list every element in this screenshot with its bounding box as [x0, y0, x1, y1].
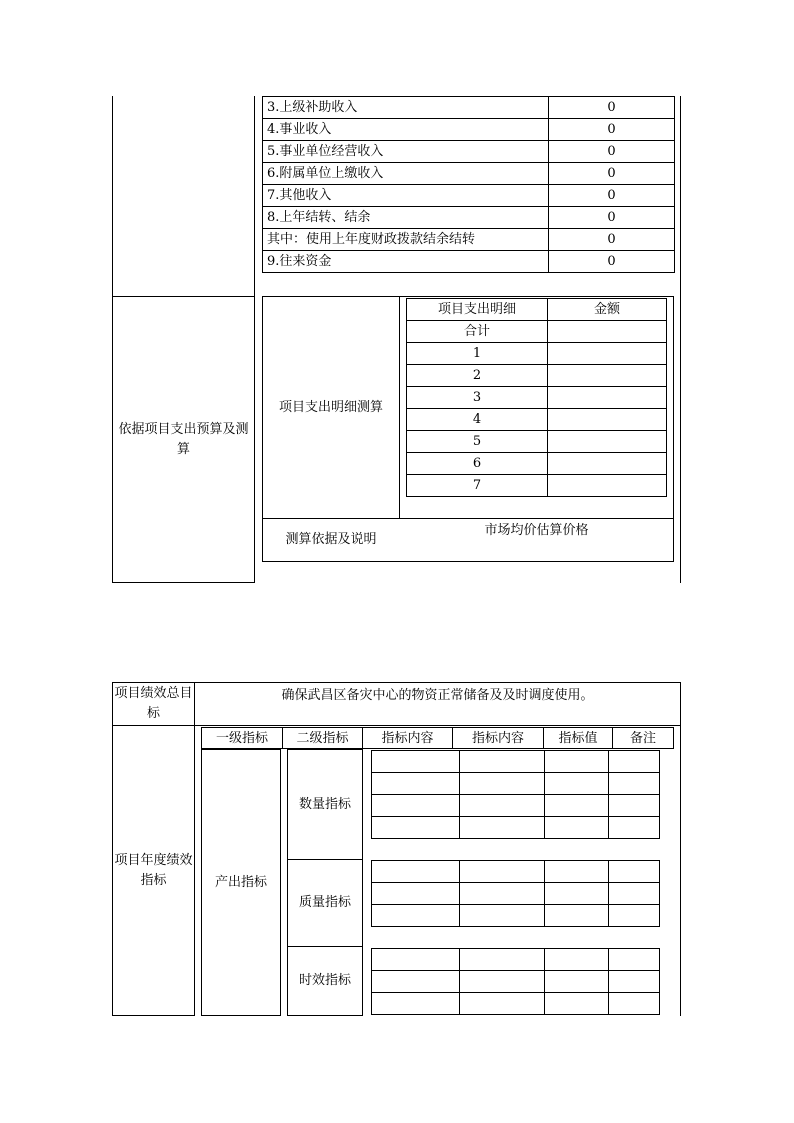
- indicator-header-row: [201, 727, 674, 749]
- indicator-cell: [609, 773, 660, 795]
- income-label: 6.附属单位上缴收入: [263, 163, 549, 185]
- detail-item: 1: [407, 343, 548, 365]
- indicator-cell: [609, 993, 660, 1015]
- basis-value: 市场均价估算价格: [484, 523, 589, 538]
- detail-amount: [548, 387, 667, 409]
- indicator-grid: [371, 948, 660, 1015]
- income-label: 5.事业单位经营收入: [263, 141, 549, 163]
- header-content-2: 指标内容: [453, 728, 544, 749]
- indicator-cell: [609, 795, 660, 817]
- detail-divider: [399, 296, 400, 518]
- indicator-cell: [460, 795, 545, 817]
- indicator-cell: [372, 883, 460, 905]
- detail-row: [407, 431, 667, 453]
- indicator-cell: [372, 751, 460, 773]
- indicator-cell: [372, 817, 460, 839]
- overall-goal-text: 确保武昌区备灾中心的物资正常储备及及时调度使用。: [281, 688, 594, 703]
- indicator-row: [372, 883, 660, 905]
- detail-amount: [548, 409, 667, 431]
- income-value: 0: [549, 185, 675, 207]
- indicator-grid: [371, 750, 660, 839]
- detail-amount: [548, 343, 667, 365]
- timeliness-indicator-label: 时效指标: [298, 973, 351, 988]
- detail-item: 5: [407, 431, 548, 453]
- income-label: 9.往来资金: [263, 251, 549, 273]
- perf-top-border: [112, 682, 681, 683]
- income-row: [263, 185, 675, 207]
- perf-bottom-border: [112, 1015, 194, 1016]
- indicator-cell: [545, 817, 609, 839]
- detail-table: [406, 298, 667, 497]
- income-row: [263, 119, 675, 141]
- income-table: [262, 96, 675, 273]
- indicator-cell: [372, 795, 460, 817]
- indicator-cell: [545, 795, 609, 817]
- indicator-row: [372, 861, 660, 883]
- indicator-cell: [545, 751, 609, 773]
- header-content-1: 指标内容: [363, 728, 453, 749]
- overall-goal-label: 项目绩效总目标: [114, 686, 193, 721]
- budget-basis-label: 依据项目支出预算及测算: [118, 421, 249, 457]
- indicator-cell: [460, 949, 545, 971]
- indicator-cell: [609, 751, 660, 773]
- indicator-cell: [609, 971, 660, 993]
- indicator-cell: [609, 883, 660, 905]
- header-note: 备注: [613, 728, 674, 749]
- indicator-cell: [609, 861, 660, 883]
- perf-right-border: [680, 682, 681, 1016]
- indicator-row: [372, 773, 660, 795]
- detail-item: 4: [407, 409, 548, 431]
- indicator-cell: [545, 883, 609, 905]
- income-label: 4.事业收入: [263, 119, 549, 141]
- detail-row: [407, 453, 667, 475]
- section-bottom-border: [112, 582, 255, 583]
- indicator-cell: [545, 905, 609, 927]
- income-label: 7.其他收入: [263, 185, 549, 207]
- indicator-row: [372, 949, 660, 971]
- indicator-row: [372, 993, 660, 1015]
- income-label: 其中：使用上年度财政拨款结余结转: [263, 229, 549, 251]
- indicator-cell: [372, 905, 460, 927]
- indicator-cell: [609, 905, 660, 927]
- income-row: [263, 229, 675, 251]
- quantity-indicator-label: 数量指标: [298, 796, 351, 812]
- income-row: [263, 251, 675, 273]
- income-row: [263, 163, 675, 185]
- header-level1: 一级指标: [202, 728, 283, 749]
- detail-row: [407, 343, 667, 365]
- detail-item: 7: [407, 475, 548, 497]
- indicator-cell: [460, 773, 545, 795]
- income-value: 0: [549, 207, 675, 229]
- indicator-row: [372, 817, 660, 839]
- indicator-row: [372, 751, 660, 773]
- detail-row: [407, 409, 667, 431]
- perf-goal-divider: [112, 725, 681, 726]
- income-value: 0: [549, 97, 675, 119]
- income-value: 0: [549, 229, 675, 251]
- indicator-grid: [371, 860, 660, 927]
- detail-header-item: 项目支出明细: [407, 299, 548, 321]
- detail-header-amount: 金额: [548, 299, 667, 321]
- income-value: 0: [549, 141, 675, 163]
- detail-amount: [548, 431, 667, 453]
- detail-amount: [548, 453, 667, 475]
- label-column-border: [254, 96, 255, 583]
- detail-amount: [548, 475, 667, 497]
- detail-row: [407, 387, 667, 409]
- indicator-cell: [372, 773, 460, 795]
- indicator-cell: [545, 993, 609, 1015]
- indicator-row: [372, 905, 660, 927]
- perf-label-divider: [194, 682, 195, 1016]
- detail-amount: [548, 365, 667, 387]
- indicator-cell: [545, 861, 609, 883]
- detail-row: [407, 365, 667, 387]
- detail-item: 3: [407, 387, 548, 409]
- indicator-cell: [372, 861, 460, 883]
- indicator-cell: [545, 949, 609, 971]
- indicator-cell: [372, 993, 460, 1015]
- indicator-cell: [545, 773, 609, 795]
- annual-indicator-label: 项目年度绩效指标: [114, 852, 193, 888]
- income-label: 8.上年结转、结余: [263, 207, 549, 229]
- indicator-cell: [460, 905, 545, 927]
- indicator-row: [372, 971, 660, 993]
- indicator-cell: [460, 971, 545, 993]
- detail-row: [407, 321, 667, 343]
- indicator-cell: [460, 751, 545, 773]
- income-row: [263, 97, 675, 119]
- indicator-cell: [545, 971, 609, 993]
- detail-calculation-label: 项目支出明细测算: [278, 399, 383, 415]
- income-value: 0: [549, 163, 675, 185]
- indicator-cell: [460, 817, 545, 839]
- income-value: 0: [549, 251, 675, 273]
- right-border: [680, 96, 681, 583]
- detail-item: 合计: [407, 321, 548, 343]
- header-value: 指标值: [544, 728, 613, 749]
- indicator-cell: [609, 817, 660, 839]
- detail-amount: [548, 321, 667, 343]
- indicator-cell: [372, 971, 460, 993]
- indicator-cell: [460, 993, 545, 1015]
- detail-row: [407, 475, 667, 497]
- level1-output-label: 产出指标: [214, 874, 267, 890]
- income-row: [263, 207, 675, 229]
- indicator-cell: [460, 861, 545, 883]
- indicator-cell: [460, 883, 545, 905]
- indicator-cell: [609, 949, 660, 971]
- quality-indicator-label: 质量指标: [298, 895, 351, 910]
- income-label: 3.上级补助收入: [263, 97, 549, 119]
- indicator-row: [372, 795, 660, 817]
- detail-item: 2: [407, 365, 548, 387]
- basis-label: 测算依据及说明: [285, 532, 377, 547]
- header-level2: 二级指标: [283, 728, 363, 749]
- indicator-cell: [372, 949, 460, 971]
- detail-item: 6: [407, 453, 548, 475]
- income-row: [263, 141, 675, 163]
- income-value: 0: [549, 119, 675, 141]
